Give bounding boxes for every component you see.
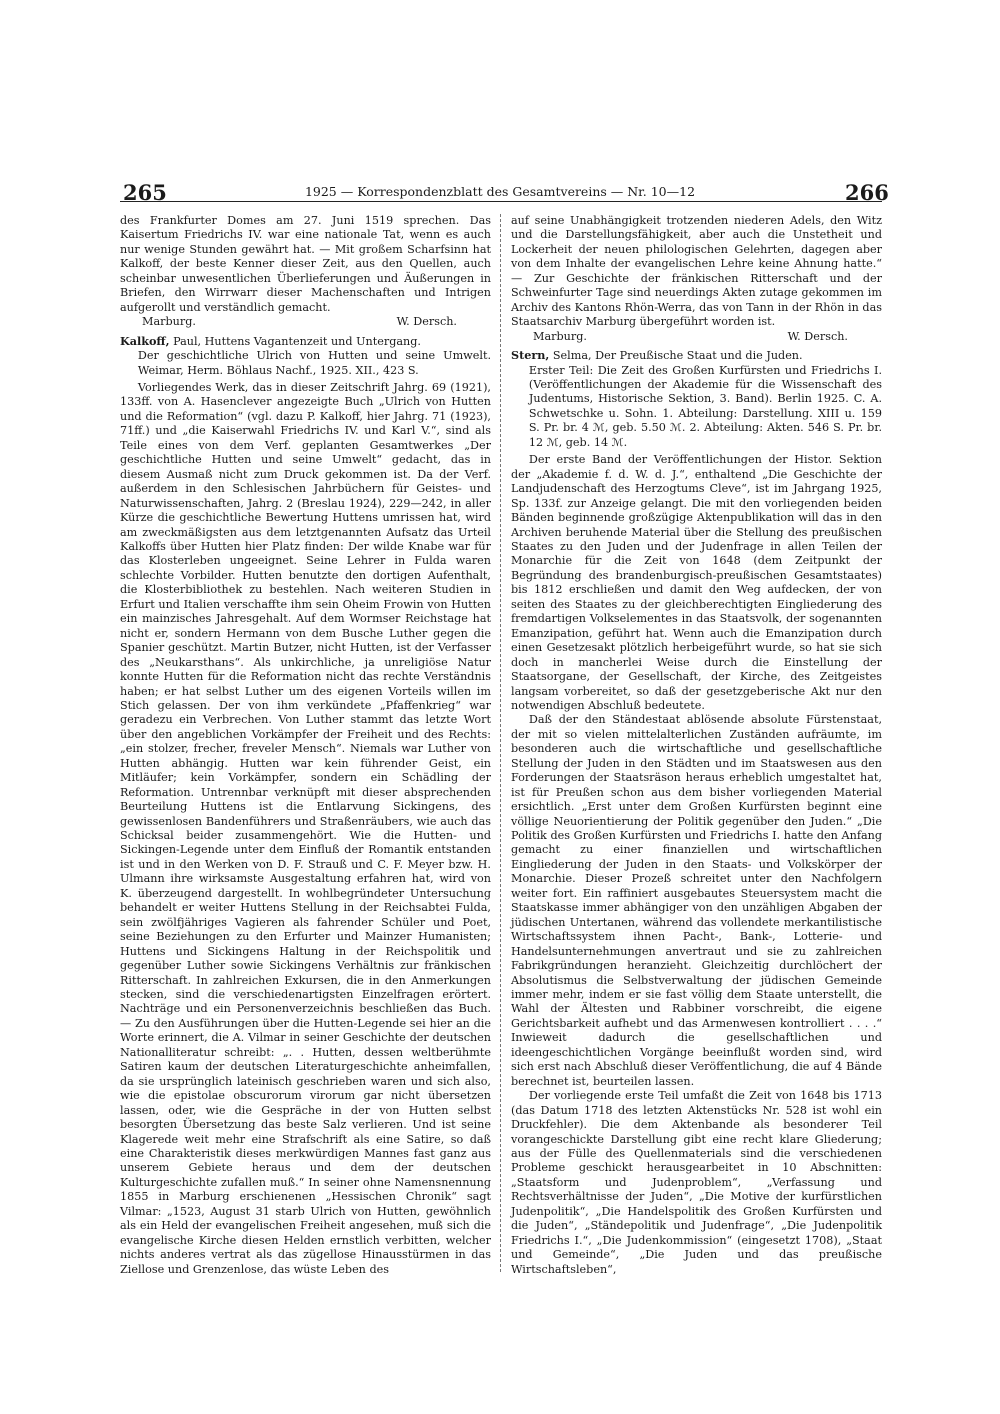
right-review-heading <box>511 348 882 363</box>
page-number-right: 266 <box>845 180 889 205</box>
right-column <box>511 214 882 1277</box>
header-rule <box>120 201 882 202</box>
right-paragraph-4: Der vorliegende erste Teil umfaßt die Zeit von 1648 bis 1713 (das Datum 1718 des letzten Aktenstücks Nr. 528 ist wohl ein Druckfehler). Die dem Aktenbande als besonderer Teil vorangeschickte Darstellung gibt eine recht klare Gliederung; aus der Fülle des Quellenmaterials sind die verschiedenen Probleme geschickt herausgearbeitet in 10 Abschnitten: „Staatsform und Judenproblem“, „Verfassung und Rechtsverhältnisse der Juden“, „Die Motive der kurfürstlichen Judenpolitik“, „Die Handelspolitik des Großen Kurfürsten und die Juden“, „Ständepolitik und Judenfrage“, „Die Judenpolitik Friedrichs I.“, „Die Judenkommission“ (eingesetzt 1708), „Staat und Gemeinde“, „Die Juden und das preußische Wirtschaftsleben“, <box>511 1089 882 1276</box>
signature-place: Marburg. <box>533 329 587 343</box>
review-title: Paul, Huttens Vagantenzeit und Untergang. <box>169 334 421 348</box>
signature-name: W. Dersch. <box>396 315 457 329</box>
left-paragraph-1: des Frankfurter Domes am 27. Juni 1519 sprechen. Das Kaisertum Friedrichs IV. war eine nationale Tat, wenn es auch nur wenige Stunden gewährt hat. — Mit großem Scharfsinn hat Kalkoff, der beste Kenner dieser Zeit, aus den Quellen, auch scheinbar unwesentlichen Überlieferungen und Äußerungen in Briefen, den Wirrwarr dieser Machenschaften und Intrigen aufgerollt und verständlich gemacht. <box>120 214 491 314</box>
left-signature-1 <box>120 315 491 329</box>
left-review-heading <box>120 334 491 349</box>
right-paragraph-3: Daß der den Ständestaat ablösende absolute Fürstenstaat, der mit so vielen mittelalterlichen Zuständen aufräumte, im besonderen auch die wirtschaftliche und gesellschaftliche Stellung der Juden in den Städten und im Staatswesen aus den Forderungen der Staatsräson heraus erheblich umgestaltet hat, ist für Preußen schon aus dem bisher vorliegenden Material ersichtlich. „Erst unter dem Großen Kurfürsten beginnt eine völlige Neuorientierung der Politik gegenüber den Juden.“ „Die Politik des Großen Kurfürsten und Friedrichs I. hatte den Anfang gemacht zu einer finanziellen und wirtschaftlichen Eingliederung der Juden in den Staats- und Volkskörper der Monarchie. Dieser Prozeß schreitet unter den Nachfolgern weiter fort. Ein raffiniert ausgebautes Steuersystem macht die Staatskasse immer abhängiger von den unzähligen Abgaben der jüdischen Untertanen, während das vollendete merkantilistische Wirtschaftssystem ihnen Pacht-, Bank-, Lotterie- und Handelsunternehmungen anvertraut und sie zu zahlreichen Fabrikgründungen heranzieht. Gleichzeitig durchlöchert der Absolutismus die Selbstverwaltung der jüdischen Gemeinde immer mehr, indem er sie fast völlig dem Staate unterstellt, die Wahl der Ältesten und Rabbiner vorschreibt, die eigene Gerichtsbarkeit aufhebt und das Armenwesen kontrolliert . . . .“ Inwieweit dadurch die gesellschaftlichen und ideengeschichtlichen Vorgänge beeinflußt worden sind, wird sich erst nach Abschluß dieser Veröffentlichung, die auf 4 Bände berechnet ist, beurteilen lassen. <box>511 713 882 1088</box>
review-author: Kalkoff, <box>120 333 170 348</box>
right-paragraph-1: auf seine Unabhängigkeit trotzenden niederen Adels, den Witz und die Darstellungsfähigkeit, aber auch die Unstetheit und Lockerheit der neuen philologischen Gelehrten, dagegen aber von dem Inhalte der evangelischen Lehre keine Ahnung hatte.“ — Zur Geschichte der fränkischen Ritterschaft und der Schweinfurter Tage sind neuerdings Akten zutage gekommen im Archiv des Kantons Rhön-Werra, das von Tann in der Rhön in das Staatsarchiv Marburg übergeführt worden ist. <box>511 214 882 329</box>
left-review-bibliography: Der geschichtliche Ulrich von Hutten und seine Umwelt. Weimar, Herm. Böhlaus Nachf., 1925. XII., 423 S. <box>137 349 491 377</box>
right-paragraph-2: Der erste Band der Veröffentlichungen der Histor. Sektion der „Akademie f. d. W. d. J.“, enthaltend „Die Geschichte der Landjudenschaft des Herzogtums Cleve“, ist im Jahrgang 1925, Sp. 133f. zur Anzeige gelangt. Die mit den vorliegenden beiden Bänden beginnende großzügige Aktenpublikation will das in den Archiven beruhende Material über die Stellung des preußischen Staates zu den Juden und der Judenfrage in allen Teilen der Monarchie für die Zeit von 1648 (dem Zeitpunkt der Begründung des brandenburgisch-preußischen Gesamtstaates) bis 1812 erschließen und damit den Weg aufdecken, der von seiten des Staates zu der gleichberechtigten Eingliederung des fremdartigen Volkselementes in das Staatsvolk, der sogenannten Emanzipation, geführt hat. Wenn auch die Emanzipation durch einen Gesetzesakt plötzlich herbeigeführt wurde, so hat sie sich doch in mancherlei Weise durch die Einstellung der Staatsorgane, der Gesellschaft, der Kirche, des Zeitgeistes langsam vorbereitet, so daß der gesetzgeberische Akt nur den notwendigen Abschluß bedeutete. <box>511 453 882 712</box>
review-title: Selma, Der Preußische Staat und die Juden. <box>549 349 803 363</box>
left-paragraph-2: Vorliegendes Werk, das in dieser Zeitschrift Jahrg. 69 (1921), 133ff. von A. Hasenclever angezeigte Buch „Ulrich von Hutten und die Reformation“ (vgl. dazu P. Kalkoff, hier Jahrg. 71 (1923), 71ff.) und „die Kaiserwahl Friedrichs IV. und Karl V.“, sind als Teile eines von dem Verf. geplanten Gesamtwerkes „Der geschichtliche Hutten und seine Umwelt“ gedacht, das in diesem Ausmaß nicht zum Druck gekommen ist. Da der Verf. außerdem in den Schlesischen Jahrbüchern für Geistes- und Naturwissenschaften, Jahrg. 2 (Breslau 1924), 229—242, in aller Kürze die geschichtliche Bewertung Huttens umrissen hat, wird am zweckmäßigsten aus dem letztgenannten Aufsatz das Urteil Kalkoffs über Hutten hier Platz finden: Der wilde Knabe war für das Klosterleben ungeeignet. Seine Lehrer in Fulda waren schlechte Vorbilder. Hutten benutzte den dortigen Aufenthalt, die Klosterbibliothek zu bestehlen. Nach weiteren Studien in Erfurt und Italien verschaffte ihm sein Oheim Frowin von Hutten ein mainzisches Jahresgehalt. Auf dem Wormser Reichstage hat nicht er, sondern Hermann von dem Busche Luther gegen die Spanier geschützt. Martin Butzer, nicht Hutten, ist der Verfasser des „Neukarsthans“. Als unkirchliche, ja unreligiöse Natur konnte Hutten für die Reformation nicht das rechte Verständnis haben; er hat selbst Luther um des eigenen Vorteils willen im Stich gelassen. Der von ihm verkündete „Pfaffenkrieg“ war geradezu ein Verbrechen. Von Luther stammt das letzte Wort über den angeblichen Vorkämpfer der Freiheit und des Rechts: „ein stolzer, frecher, freveler Mensch“. Niemals war Luther von Hutten abhängig. Hutten war kein führender Geist, ein Mitläufer; kein Vorkämpfer, sondern ein Schädling der Reformation. Untrennbar verknüpft mit dieser absprechenden Beurteilung Huttens ist die Entlarvung Sickingens, des gewissenlosen Bandenführers und Straßenräubers, wie auch das Schicksal beider zusammengehört. Wie die Hutten- und Sickingen-Legende unter dem Einfluß der Romantik entstanden ist und in den Werken von D. F. Strauß und C. F. Meyer bzw. H. Ulmann ihre wirksamste Ausgestaltung erfahren hat, wird von K. überzeugend dargestellt. In wohlbegründeter Untersuchung behandelt er weiter Huttens Stellung in der Reichsabtei Fulda, sein zwölfjähriges Vagieren als fahrender Schüler und Poet, seine Beziehungen zu den Erfurter und Mainzer Humanisten; Huttens und Sickingens Haltung in der Reichspolitik und gegenüber Luther sowie Sickingens Verhältnis zur fränkischen Ritterschaft. In zahlreichen Exkursen, die in den Anmerkungen stecken, sind die verschiedenartigsten Einzelfragen erörtert. Nachträge und ein Personenverzeichnis beschließen das Buch. — Zu den Ausführungen über die Hutten-Legende sei hier an die Worte erinnert, die A. Vilmar in seiner Geschichte der deutschen Nationalliteratur schreibt: „. . Hutten, dessen weltberühmte Satiren kaum der deutschen Literaturgeschichte anheimfallen, da sie ursprünglich lateinisch geschrieben waren und sich also, wie die epistolae obscurorum virorum gar nicht übersetzen lassen, oder, wie die Gespräche in der von Hutten selbst besorgten Übersetzung das beste Salz verlieren. Und ist seine Klagerede weit mehr eine Strafschrift als eine Satire, so daß eine Charakteristik dieses merkwürdigen Mannes fast ganz aus unserem Gebiete heraus und dem der deutschen Kulturgeschichte zufallen muß.“ In seiner ohne Namensnennung 1855 in Marburg erschienenen „Hessischen Chronik“ sagt Vilmar: „1523, August 31 starb Ulrich von Hutten, gewöhnlich als ein Held der evangelischen Freiheit angesehen, muß sich die evangelische Kirche diesen Helden ernstlich verbitten, welcher nichts anderes vertrat als das zügellose Hinausstürmen in das Ziellose und Grenzenlose, das wüste Leben des <box>120 380 491 1276</box>
right-review-bibliography: Erster Teil: Die Zeit des Großen Kurfürsten und Friedrichs I. (Veröffentlichungen der Akademie für die Wissenschaft des Judentums, Historische Sektion, 3. Band). Berlin 1925. C. A. Schwetschke u. Sohn. 1. Abteilung: Darstellung. XIII u. 159 S. Pr. br. 4 ℳ, geb. 5.50 ℳ. 2. Abteilung: Akten. 546 S. Pr. br. 12 ℳ, geb. 14 ℳ. <box>528 363 882 449</box>
review-author: Stern, <box>511 348 550 363</box>
signature-name: W. Dersch. <box>787 329 848 343</box>
page-number-left: 265 <box>123 180 167 205</box>
signature-place: Marburg. <box>142 315 196 329</box>
running-head: 1925 — Korrespondenzblatt des Gesamtvereins — Nr. 10—12 <box>304 184 696 199</box>
left-column <box>120 214 491 1277</box>
column-divider <box>500 214 501 1272</box>
right-signature-1 <box>511 330 882 344</box>
